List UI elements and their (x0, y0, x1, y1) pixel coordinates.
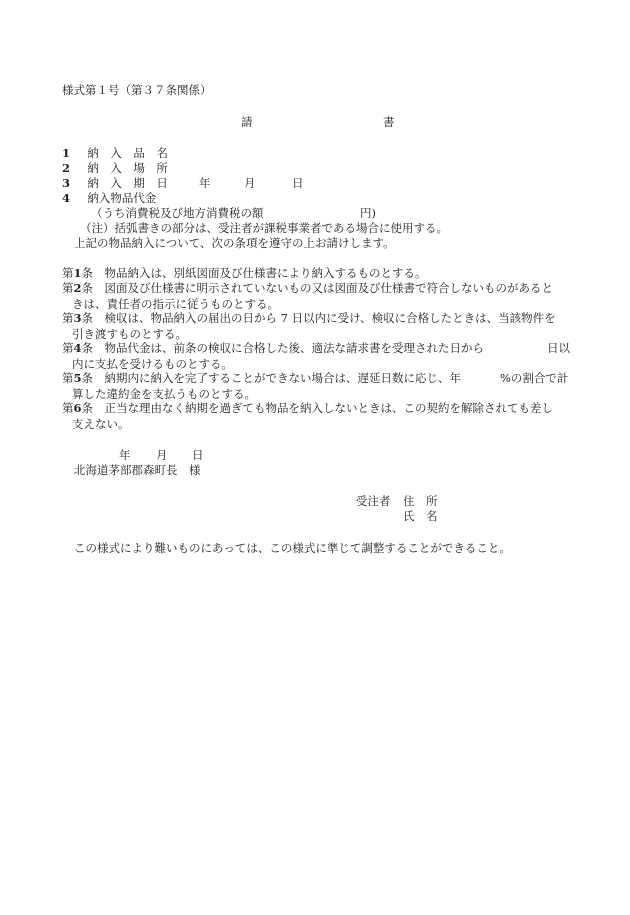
item-number: 3 (62, 176, 71, 190)
article-text: 納期内に納入を完了することができない場合は、遅延日数に応じ、年 (104, 371, 462, 385)
item-label: 納 入 場 所 (87, 161, 168, 175)
article-suffix: 条 (81, 341, 94, 355)
contractor-label: 受注者 (356, 494, 391, 508)
addressee: 北海道茅部郡森町長 様 (74, 463, 201, 477)
item-1 (62, 145, 168, 161)
article-text: 物品納入は、別紙図面及び仕様書により納入するものとする。 (104, 266, 427, 280)
article-text: 物品代金は、前条の検収に合格した後、適法な請求書を受理された日から (104, 341, 485, 355)
delivery-day-label: 日 (292, 176, 304, 190)
item-label: 納入物品代金 (87, 191, 157, 205)
item-3 (62, 175, 168, 191)
date-year-label: 年 (119, 448, 131, 462)
footer-note: この様式により難いものにあっては、この様式に準じて調整することができること。 (74, 541, 511, 555)
article-text-cont: 支えない。 (72, 417, 130, 431)
article-text-cont: きは、責任者の指示に従うものとする。 (72, 297, 279, 311)
article-prefix: 第 (62, 401, 74, 415)
article-suffix: 条 (81, 371, 94, 385)
article-number: 1 (73, 266, 82, 280)
article-text-cont: 算した違約金を支払うものとする。 (72, 387, 256, 401)
name-label: 氏 名 (403, 509, 438, 523)
title-left-char: 請 (241, 115, 253, 129)
item-number: 4 (62, 191, 71, 205)
article-prefix: 第 (62, 266, 74, 280)
title-right-char: 書 (383, 115, 395, 129)
item-2 (62, 160, 168, 176)
article-prefix: 第 (62, 281, 74, 295)
tax-note-yen: 円) (360, 206, 376, 220)
article-prefix: 第 (62, 371, 74, 385)
article-4-tail: 日以 (547, 341, 570, 355)
article-1 (62, 265, 577, 281)
article-5-tail: %の割合で計 (500, 371, 569, 385)
article-number: 5 (73, 371, 82, 385)
article-text: 正当な理由なく納期を過ぎても物品を納入しないときは、この契約を解除されても差し (104, 401, 554, 415)
article-text: 検収は、物品納入の届出の日から 7 日以内に受け、検収に合格したときは、当該物件を (104, 311, 556, 325)
article-number: 3 (73, 311, 82, 325)
tax-note: （うち消費税及び地方消費税の額 (91, 206, 264, 220)
item-4 (62, 190, 156, 206)
article-4 (62, 340, 577, 372)
article-6 (62, 400, 577, 432)
article-number: 6 (73, 401, 82, 415)
date-month-label: 月 (156, 448, 168, 462)
article-text-cont: 内に支払を受けるものとする。 (72, 357, 233, 371)
article-number: 4 (73, 341, 82, 355)
form-label: 様式第１号（第３７条関係） (62, 83, 212, 97)
item-number: 1 (62, 146, 71, 160)
article-suffix: 条 (81, 266, 94, 280)
article-2 (62, 280, 577, 312)
date-day-label: 日 (192, 448, 204, 462)
item-label: 納 入 品 名 (87, 146, 168, 160)
article-text: 図面及び仕様書に明示されていないもの又は図面及び仕様書で符合しないものがあると (104, 281, 554, 295)
article-prefix: 第 (62, 311, 74, 325)
article-suffix: 条 (81, 311, 94, 325)
delivery-month-label: 月 (244, 176, 256, 190)
delivery-year-label: 年 (199, 176, 211, 190)
article-text-cont: 引き渡すものとする。 (72, 327, 187, 341)
article-suffix: 条 (81, 401, 94, 415)
article-number: 2 (73, 281, 82, 295)
item-number: 2 (62, 161, 71, 175)
item-label: 納 入 期 日 (87, 176, 168, 190)
article-suffix: 条 (81, 281, 94, 295)
intro-text: 上記の物品納入について、次の条項を遵守の上お請けします。 (74, 236, 395, 250)
address-label: 住 所 (403, 494, 438, 508)
parenthetical-note: （注）括弧書きの部分は、受注者が課税事業者である場合に使用する。 (80, 221, 448, 235)
article-3 (62, 310, 577, 342)
article-prefix: 第 (62, 341, 74, 355)
